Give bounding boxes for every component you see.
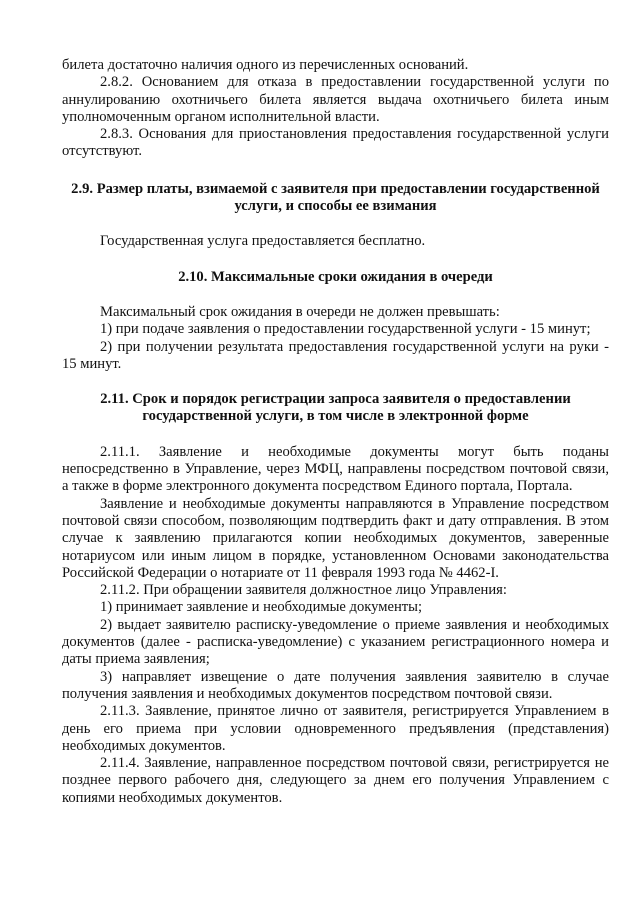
heading-2-9: 2.9. Размер платы, взимаемой с заявителя при предоставлении государственной услуги, и способы ее взимания — [71, 180, 600, 215]
document-page — [62, 57, 609, 807]
paragraph-2-10-intro: Максимальный срок ожидания в очереди не должен превышать: — [100, 303, 500, 320]
paragraph-2-8-2: 2.8.2. Основанием для отказа в предоставлении государственной услуги по аннулированию охотничьего билета является выдача охотничьего билета иным уполномоченным органом исполнительной власти. — [62, 74, 609, 125]
paragraph-2-11-4: 2.11.4. Заявление, направленное посредством почтовой связи, регистрируется не позднее первого рабочего дня, следующего за днем его получения Управлением с копиями необходимых документов. — [62, 755, 609, 806]
paragraph-2-11-2-item-3: 3) направляет извещение о дате получения заявления заявителю в случае получения заявления и необходимых документов посредством почтовой связи. — [62, 668, 609, 702]
paragraph-2-9-text: Государственная услуга предоставляется бесплатно. — [100, 233, 426, 250]
paragraph-2-10-item-2: 2) при получении результата предоставления государственной услуги на руки - 15 минут. — [62, 338, 609, 372]
heading-2-11: 2.11. Срок и порядок регистрации запроса заявителя о предоставлении государственной услуги, в том числе в электронной форме — [100, 391, 571, 425]
paragraph-continuation: билета достаточно наличия одного из перечисленных оснований. — [62, 57, 469, 73]
paragraph-2-11-3: 2.11.3. Заявление, принятое лично от заявителя, регистрируется Управлением в день его приема при условии одновременного предъявления (представления) необходимых документов. — [62, 703, 609, 754]
paragraph-2-11-2-item-2: 2) выдает заявителю расписку-уведомление о приеме заявления и необходимых документов (далее - расписка-уведомление) с указанием регистрационного номера и даты приема заявления; — [62, 616, 609, 668]
paragraph-2-8-3: 2.8.3. Основания для приостановления предоставления государственной услуги отсутствуют. — [62, 126, 609, 160]
paragraph-2-11-2: 2.11.2. При обращении заявителя должностное лицо Управления: — [100, 582, 507, 599]
paragraph-2-11-2-item-1: 1) принимает заявление и необходимые документы; — [100, 599, 423, 616]
paragraph-2-10-item-1: 1) при подаче заявления о предоставлении государственной услуги - 15 минут; — [100, 321, 591, 338]
heading-2-10: 2.10. Максимальные сроки ожидания в очереди — [178, 268, 493, 285]
paragraph-2-11-1-mail: Заявление и необходимые документы направляются в Управление посредством почтовой связи способом, позволяющим подтвердить факт и дату отправления. В этом случае к заявлению прилагаются копии необходимых документов, заверенные нотариусом или иным лицом в порядке, установленном Основами законодательства Российской Федерации о нотариате от 11 февраля 1993 года № 4462-I. — [62, 495, 609, 581]
paragraph-2-11-1: 2.11.1. Заявление и необходимые документы могут быть поданы непосредственно в Управление, через МФЦ, направлены посредством почтовой связи, а также в форме электронного документа посредством Единого портала, Портала. — [62, 443, 609, 495]
